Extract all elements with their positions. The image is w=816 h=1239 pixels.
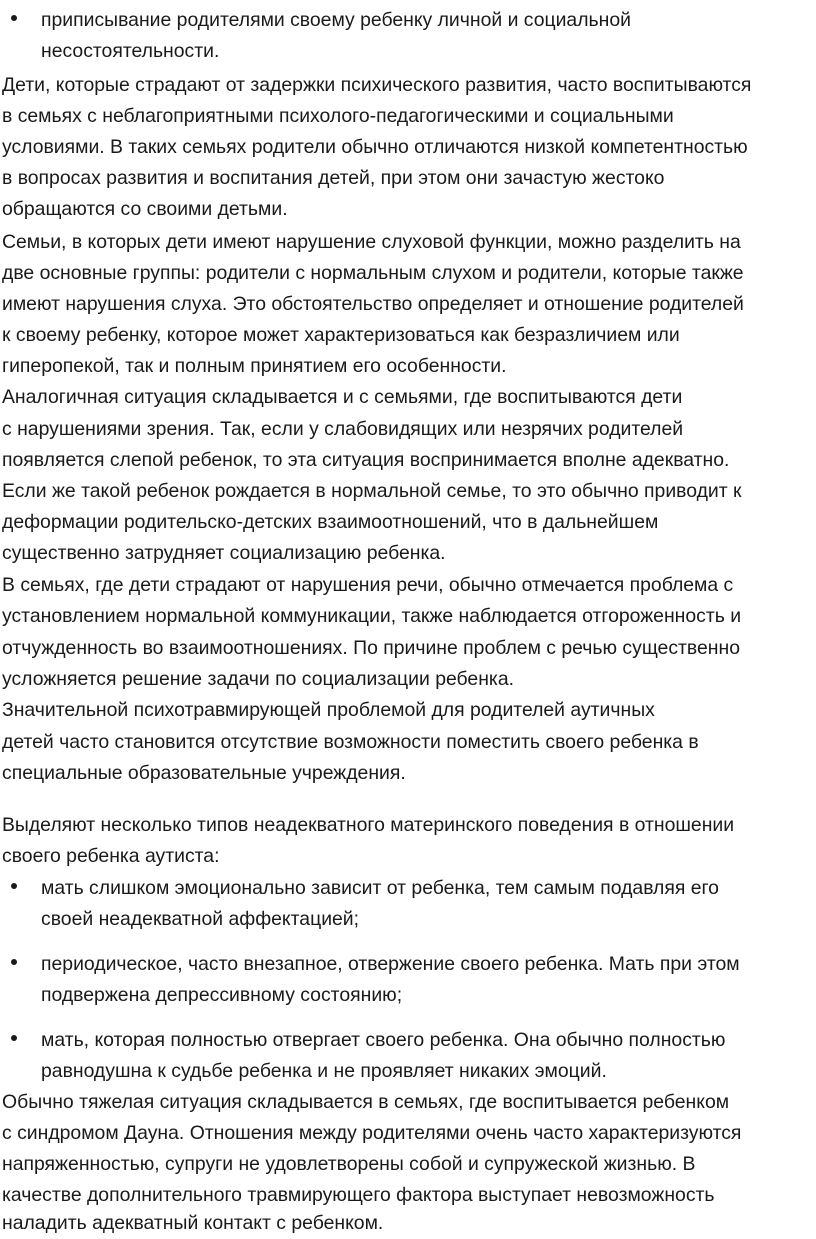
bullet-line: подвержена депрессивному состоянию; bbox=[41, 984, 403, 1006]
paragraph-line: Аналогичная ситуация складывается и с семьями, где воспитываются дети bbox=[2, 386, 683, 408]
paragraph-line: Если же такой ребенок рождается в нормальной семье, то это обычно приводит к bbox=[2, 480, 742, 502]
bullet-line: несостоятельности. bbox=[41, 40, 220, 62]
paragraph-line: обращаются со своими детьми. bbox=[2, 198, 288, 220]
paragraph-line: деформации родительско-детских взаимоотношений, что в дальнейшем bbox=[2, 511, 659, 533]
paragraph-line: Семьи, в которых дети имеют нарушение слуховой функции, можно разделить на bbox=[2, 231, 741, 253]
paragraph-line: В семьях, где дети страдают от нарушения речи, обычно отмечается проблема с bbox=[2, 574, 734, 596]
paragraph-line: гиперопекой, так и полным принятием его особенности. bbox=[2, 355, 507, 377]
paragraph-line: с синдромом Дауна. Отношения между родителями очень часто характеризуются bbox=[2, 1122, 742, 1144]
paragraph-line: Выделяют несколько типов неадекватного материнского поведения в отношении bbox=[2, 814, 735, 836]
bullet-line: мать слишком эмоционально зависит от ребенка, тем самым подавляя его bbox=[41, 877, 719, 899]
bullet-line: мать, которая полностью отвергает своего ребенка. Она обычно полностью bbox=[41, 1029, 726, 1051]
paragraph-line: отчужденность во взаимоотношениях. По причине проблем с речью существенно bbox=[2, 637, 740, 659]
paragraph-line: в вопросах развития и воспитания детей, при этом они зачастую жестоко bbox=[2, 167, 665, 189]
paragraph-line: имеют нарушения слуха. Это обстоятельство определяет и отношение родителей bbox=[2, 293, 744, 315]
paragraph-line: существенно затрудняет социализацию ребенка. bbox=[2, 542, 446, 564]
bullet-dot bbox=[11, 883, 17, 889]
paragraph-line: наладить адекватный контакт с ребенком. bbox=[2, 1212, 384, 1234]
paragraph-line: детей часто становится отсутствие возможности поместить своего ребенка в bbox=[2, 731, 699, 753]
paragraph-line: к своему ребенку, которое может характеризоваться как безразличием или bbox=[2, 324, 680, 346]
bullet-dot bbox=[11, 1035, 17, 1041]
paragraph-line: Значительной психотравмирующей проблемой для родителей аутичных bbox=[2, 699, 655, 721]
paragraph-line: с нарушениями зрения. Так, если у слабовидящих или незрячих родителей bbox=[2, 418, 684, 440]
bullet-line: равнодушна к судьбе ребенка и не проявляет никаких эмоций. bbox=[41, 1060, 607, 1082]
paragraph-line: специальные образовательные учреждения. bbox=[2, 762, 406, 784]
paragraph-line: усложняется решение задачи по социализации ребенка. bbox=[2, 668, 515, 690]
paragraph-line: в семьях с неблагоприятными психолого-педагогическими и социальными bbox=[2, 105, 674, 127]
paragraph-line: появляется слепой ребенок, то эта ситуация воспринимается вполне адекватно. bbox=[2, 449, 730, 471]
bullet-dot bbox=[11, 15, 17, 21]
bullet-line: приписывание родителями своему ребенку личной и социальной bbox=[41, 9, 631, 31]
paragraph-line: напряженностью, супруги не удовлетворены собой и супружеской жизнью. В bbox=[2, 1153, 696, 1175]
bullet-dot bbox=[11, 959, 17, 965]
paragraph-line: своего ребенка аутиста: bbox=[2, 845, 220, 867]
paragraph-line: условиями. В таких семьях родители обычно отличаются низкой компетентностью bbox=[2, 136, 748, 158]
paragraph-line: установлением нормальной коммуникации, также наблюдается отгороженность и bbox=[2, 605, 742, 627]
bullet-line: своей неадекватной аффектацией; bbox=[41, 908, 360, 930]
paragraph-line: Дети, которые страдают от задержки психического развития, часто воспитываются bbox=[2, 74, 752, 96]
bullet-line: периодическое, часто внезапное, отвержение своего ребенка. Мать при этом bbox=[41, 953, 740, 975]
paragraph-line: качестве дополнительного травмирующего фактора выступает невозможность bbox=[2, 1184, 715, 1206]
paragraph-line: Обычно тяжелая ситуация складывается в семьях, где воспитывается ребенком bbox=[2, 1091, 730, 1113]
paragraph-line: две основные группы: родители с нормальным слухом и родители, которые также bbox=[2, 262, 744, 284]
